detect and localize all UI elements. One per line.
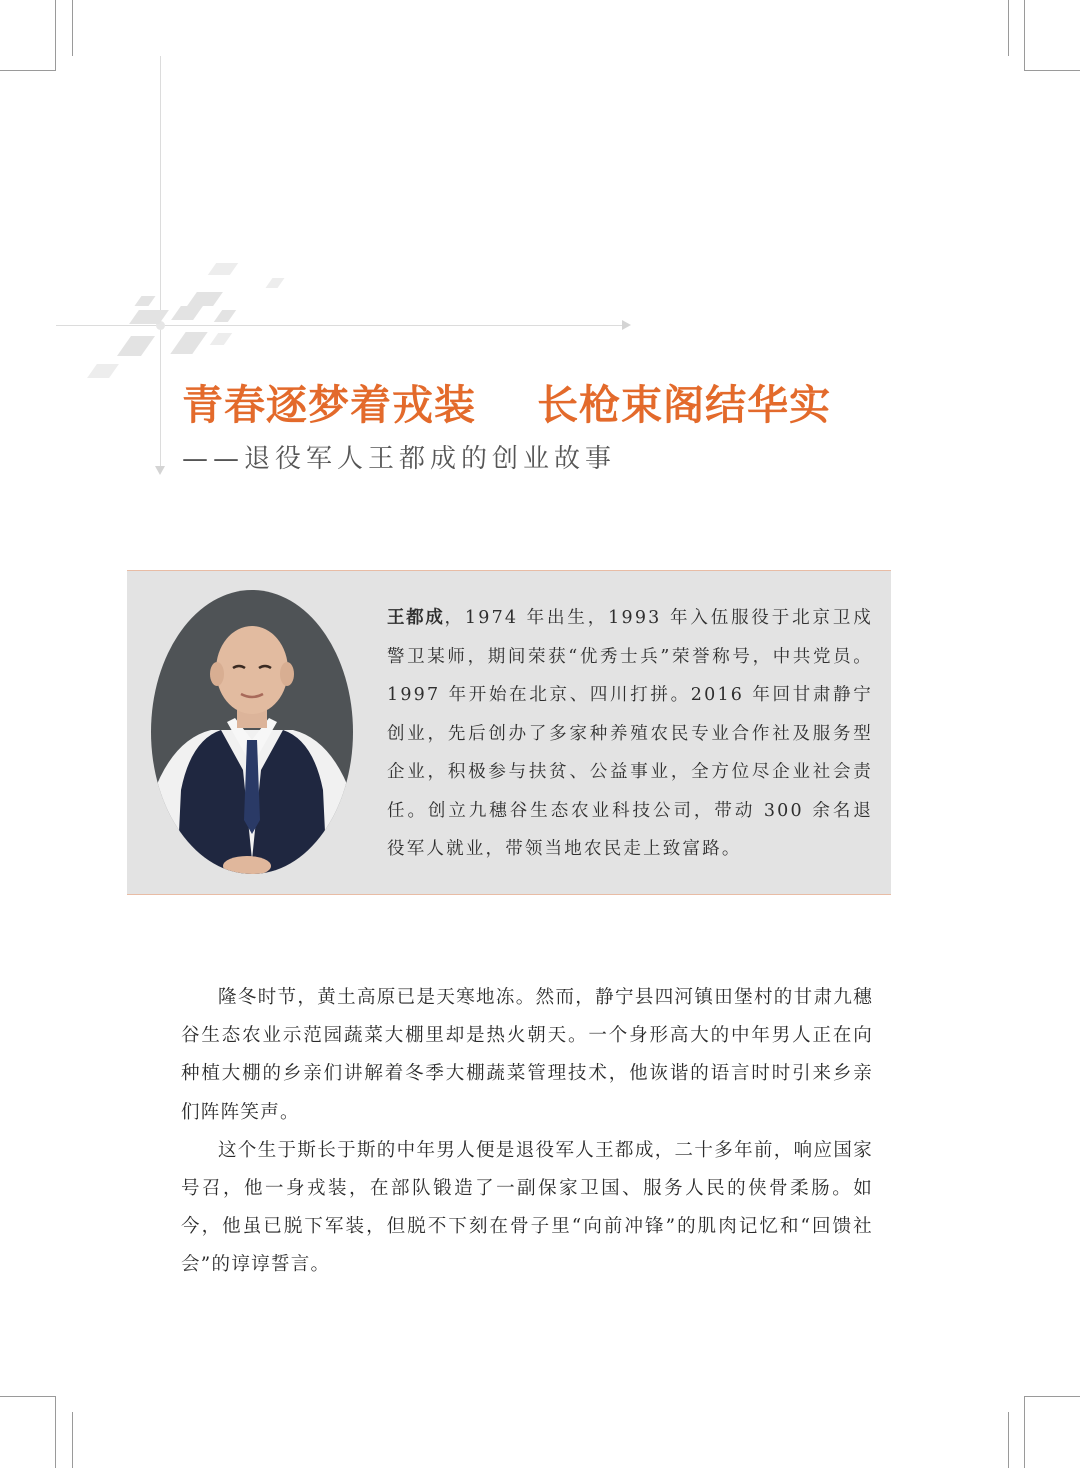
- profile-bio: ，1974 年出生，1993 年入伍服役于北京卫戍警卫某师，期间荣获“优秀士兵”荣誉称号，中共党员。1997 年开始在北京、四川打拼。2016 年回甘肃静宁创业，先后创办了多家种养殖农民专业合作社及服务型企业，积极参与扶贫、公益事业，全方位尽企业社会责任。创立九穗谷生态农业科技公司，带动 300 余名退役军人就业，带领当地农民走上致富路。: [387, 608, 874, 859]
- article-body: [181, 979, 873, 1285]
- article-title: 青春逐梦着戎装 长枪束阁结华实: [182, 381, 832, 429]
- decorative-arrow-right: [622, 320, 631, 330]
- portrait-photo: [151, 590, 353, 874]
- body-paragraph: 这个生于斯长于斯的中年男人便是退役军人王都成，二十多年前，响应国家号召，他一身戎装，在部队锻造了一副保家卫国、服务人民的侠骨柔肠。如今，他虽已脱下军装，但脱不下刻在骨子里“向前冲锋”的肌肉记忆和“回馈社会”的谆谆誓言。: [181, 1139, 873, 1276]
- biography-box: [127, 570, 891, 895]
- article-subtitle: ——退役军人王都成的创业故事: [182, 444, 617, 474]
- profile-name: 王都成: [387, 608, 445, 628]
- body-paragraph: 隆冬时节，黄土高原已是天寒地冻。然而，静宁县四河镇田堡村的甘肃九穗谷生态农业示范园蔬菜大棚里却是热火朝天。一个身形高大的中年男人正在向种植大棚的乡亲们讲解着冬季大棚蔬菜管理技术，他诙谐的语言时时引来乡亲们阵阵笑声。: [181, 987, 873, 1123]
- decorative-guide-horizontal: [56, 325, 626, 326]
- decorative-guide-vertical: [160, 56, 161, 470]
- biography-text: [387, 599, 873, 869]
- decorative-arrow-down: [155, 466, 165, 475]
